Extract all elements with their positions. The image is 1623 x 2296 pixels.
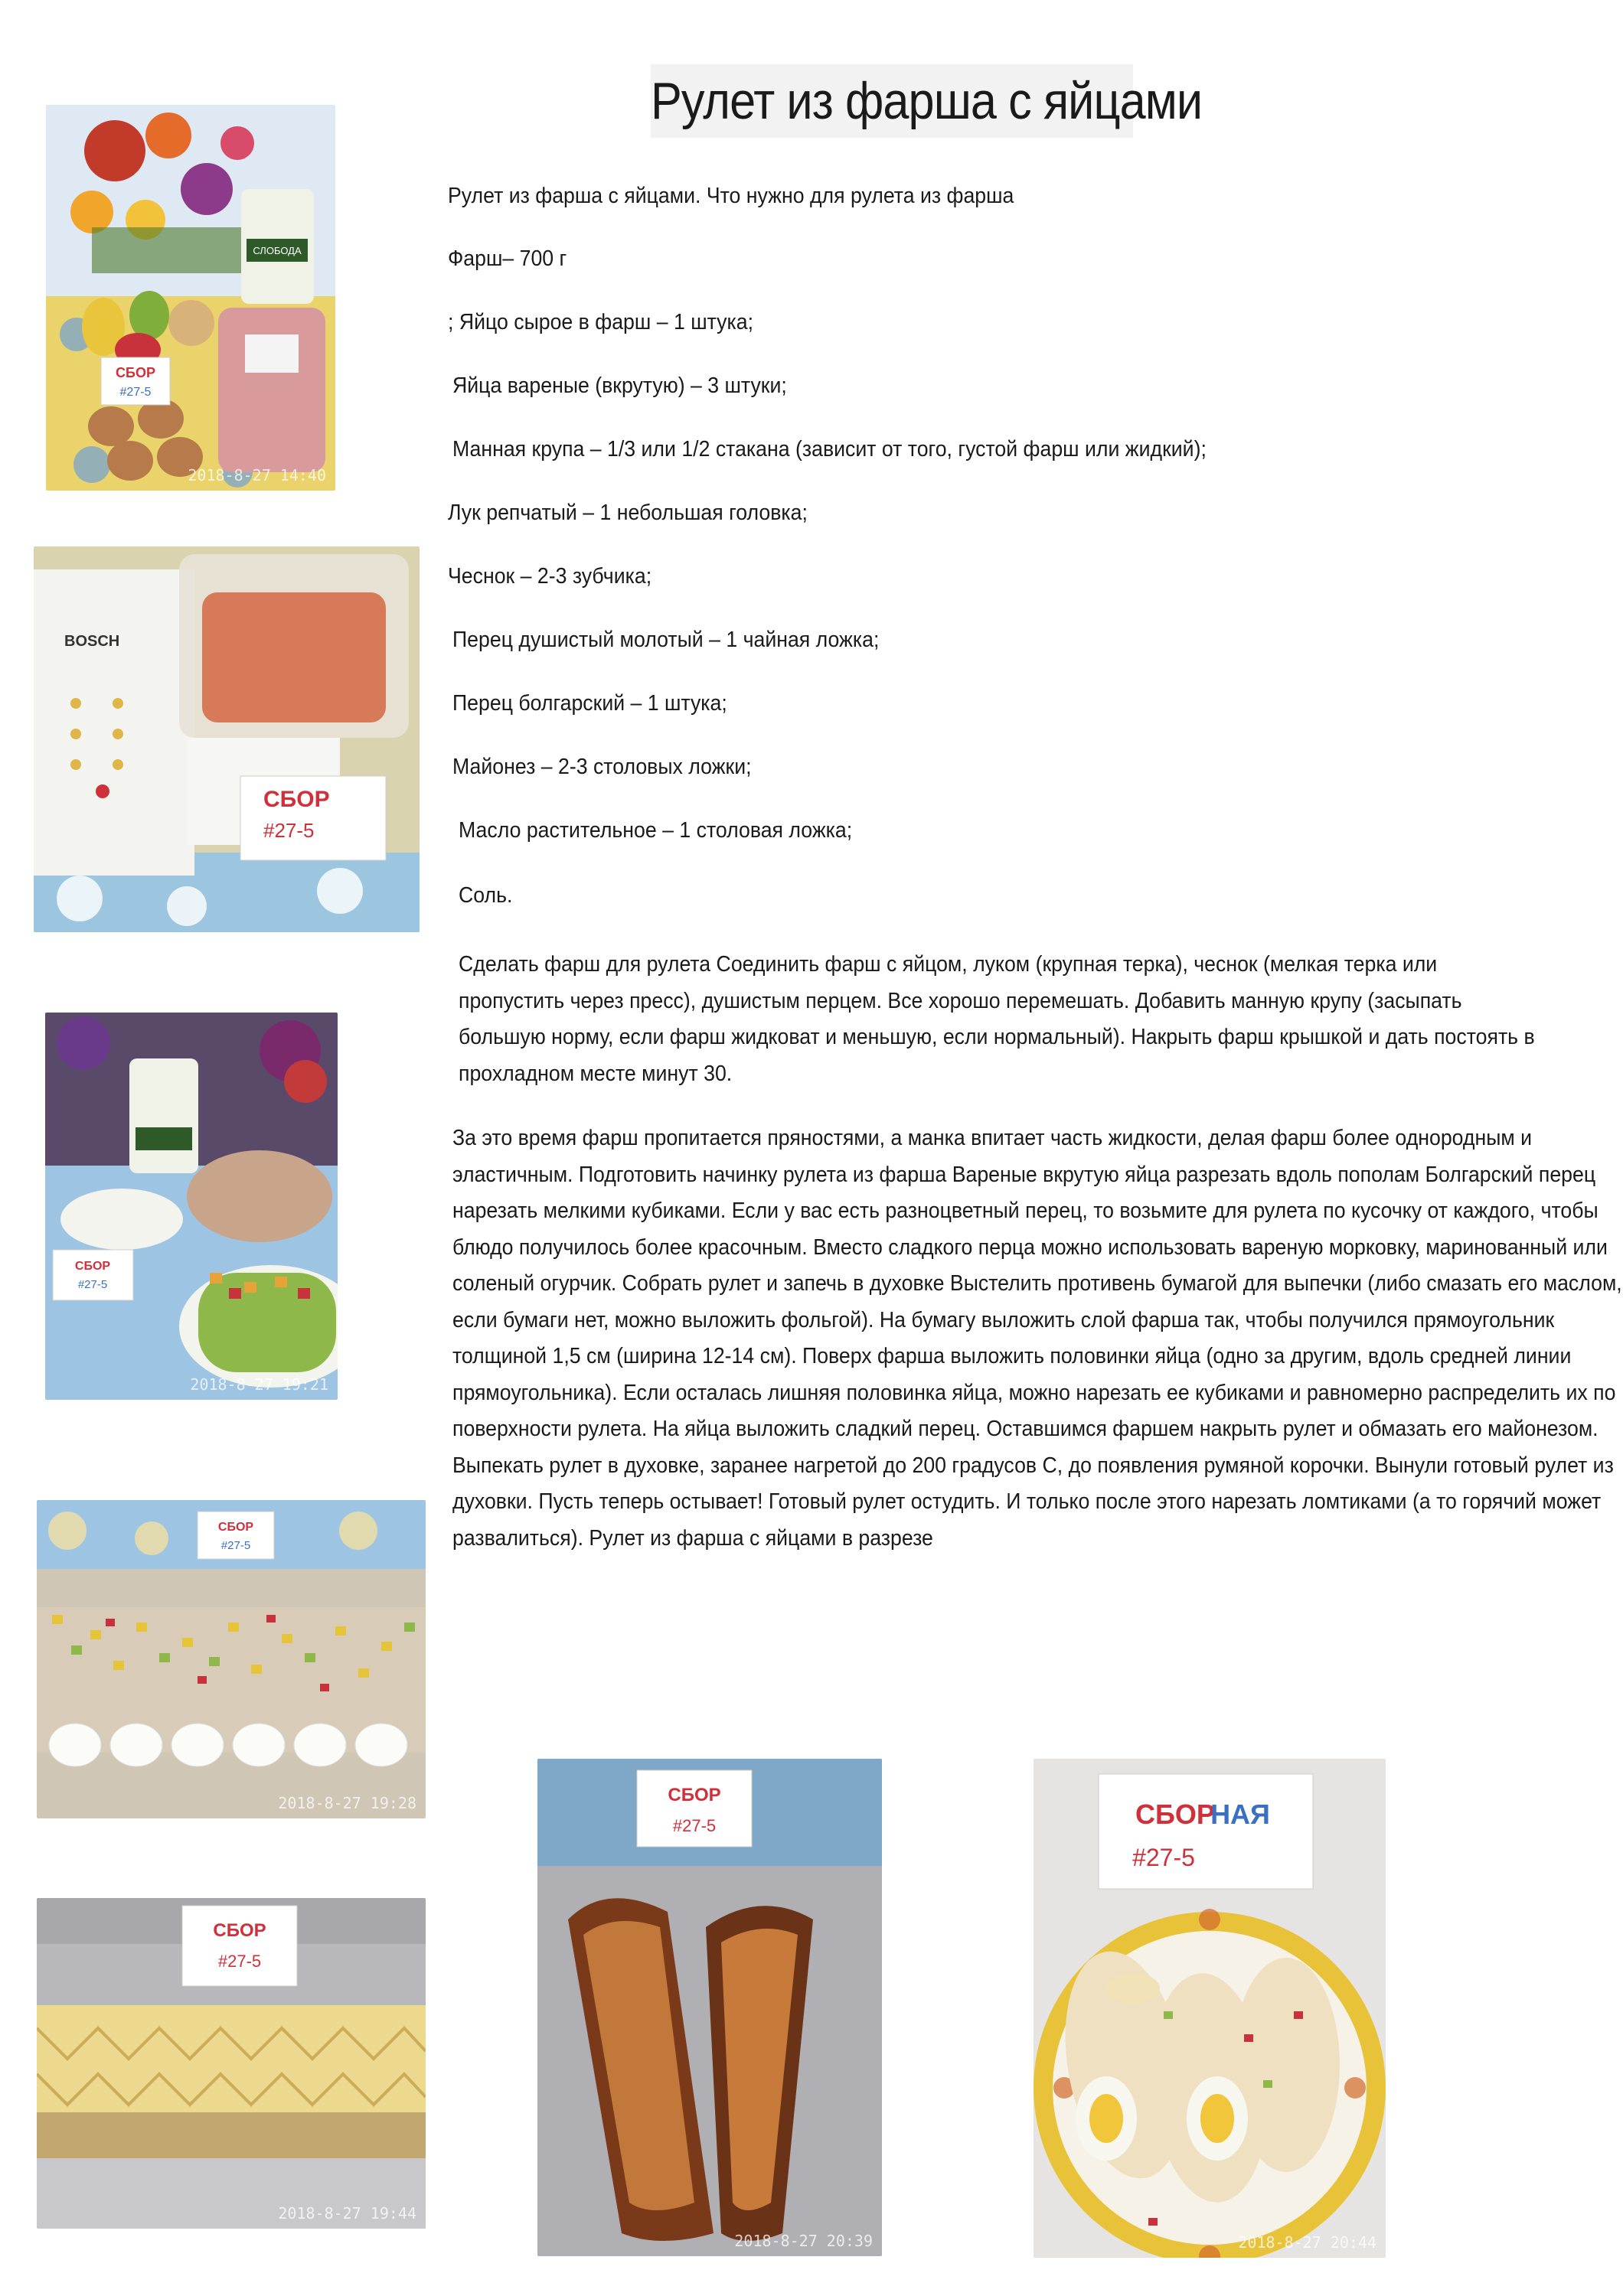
tag-label: СБОР (263, 787, 330, 812)
ingredients-photo (46, 105, 335, 491)
photo-timestamp: 2018-8-27 20:44 (1238, 2233, 1376, 2252)
ingredient-item: Яйца вареные (вкрутую) – 3 штуки; (452, 373, 787, 398)
step-make-mince: Сделать фарш для рулета Соединить фарш с яйцом, луком (крупная терка), чеснок (мелкая терка или пропустить через пресс), душистым перцем. Все хорошо перемешать. Добавить манную крупу (засыпать большую норму, если фарш жидковат и меньшую, если нормальный). Накрыть фарш крышкой и дать постоять в прохладном месте минут 30. (459, 952, 1535, 1086)
ingredient-item: Перец болгарский – 1 штука; (452, 691, 727, 716)
ingredient-item: Фарш– 700 г (448, 246, 567, 271)
tag-label: СБОР (668, 1785, 721, 1805)
tag-label: СБОР (217, 1521, 254, 1534)
blender-photo (34, 546, 420, 932)
tag-code: #27-5 (672, 1816, 717, 1835)
photo-timestamp: 2018-8-27 14:40 (188, 466, 326, 484)
tag-code: #27-5 (119, 386, 152, 399)
tag-code: #27-5 (77, 1278, 108, 1291)
mince-and-peppers-photo (45, 1013, 338, 1400)
step-assemble-bake: За это время фарш пропитается пряностями, а манка впитает часть жидкости, делая фарш более однородным и эластичным. Подготовить начинку рулета из фарша Вареные вкрутую яйца разрезать вдоль пополам Болгарский перец нарезать мелкими кубиками. Если у вас есть разноцветный перец, то возьмите для рулета по кусочку от каждого, чтобы блюдо получилось более красочным. Вместо сладкого перца можно использовать вареную морковку, маринованный или соленый огурчик. Собрать рулет и запечь в духовке Выстелить противень бумагой для выпечки (либо смазать его маслом, если бумаги нет, можно выложить фольгой). На бумагу выложить слой фарша так, чтобы получился прямоугольник толщиной 1,5 см (ширина 12-14 см). Поверх фарша выложить половинки яйца (одно за другим, вдоль средней линии прямоугольника). Если осталась лишняя половинка яйца, можно нарезать ее кубиками и равномерно распределить их по поверхности рулета. На яйца выложить сладкий перец. Оставшимся фаршем накрыть рулет и обмазать его майонезом. Выпекать рулет в духовке, заранее нагретой до 200 градусов С, до появления румяной корочки. Вынули готовый рулет из духовки. Пусть теперь остывает! Готовый рулет остудить. И только после этого нарезать ломтиками (а то горячий может развалиться). Рулет из фарша с яйцами в разрезе (452, 1126, 1622, 1551)
tag-label: СБОР (1135, 1799, 1215, 1830)
photo-timestamp: 2018-8-27 20:39 (734, 2232, 873, 2250)
ingredient-item: Соль. (459, 883, 513, 908)
assembling-photo (37, 1500, 426, 1818)
tag-code: #27-5 (220, 1539, 251, 1552)
intro-line: Рулет из фарша с яйцами. Что нужно для рулета из фарша (448, 184, 1014, 208)
tag-label: СБОР (74, 1260, 111, 1273)
photo-timestamp: 2018-8-27 19:44 (278, 2204, 416, 2223)
appliance-brand: BOSCH (64, 633, 120, 650)
ingredient-item: Чеснок – 2-3 зубчика; (448, 564, 652, 589)
ingredient-item: ; Яйцо сырое в фарш – 1 штука; (448, 310, 753, 334)
sauce-brand-label: СЛОБОДА (253, 245, 302, 256)
ingredient-item: Масло растительное – 1 столовая ложка; (459, 818, 853, 843)
ingredient-item: Перец душистый молотый – 1 чайная ложка; (452, 628, 880, 652)
tag-label-2: НАЯ (1210, 1799, 1270, 1830)
sliced-roll-photo (1034, 1759, 1386, 2258)
mayonnaise-roll-photo (37, 1898, 426, 2229)
tag-code: #27-5 (263, 819, 315, 842)
ingredient-item: Манная крупа – 1/3 или 1/2 стакана (зависит от того, густой фарш или жидкий); (452, 437, 1207, 461)
tag-code: #27-5 (217, 1952, 262, 1971)
page-title: Рулет из фарша с яйцами (651, 64, 1133, 138)
tag-label: СБОР (116, 365, 155, 380)
ingredient-item: Лук репчатый – 1 небольшая головка; (448, 501, 808, 525)
photo-timestamp: 2018-8-27 19:21 (190, 1375, 328, 1394)
tag-label: СБОР (213, 1920, 266, 1941)
ingredient-item: Майонез – 2-3 столовых ложки; (452, 755, 752, 779)
tag-code: #27-5 (1132, 1844, 1195, 1871)
baked-rolls-photo (537, 1759, 882, 2256)
photo-timestamp: 2018-8-27 19:28 (278, 1794, 416, 1812)
